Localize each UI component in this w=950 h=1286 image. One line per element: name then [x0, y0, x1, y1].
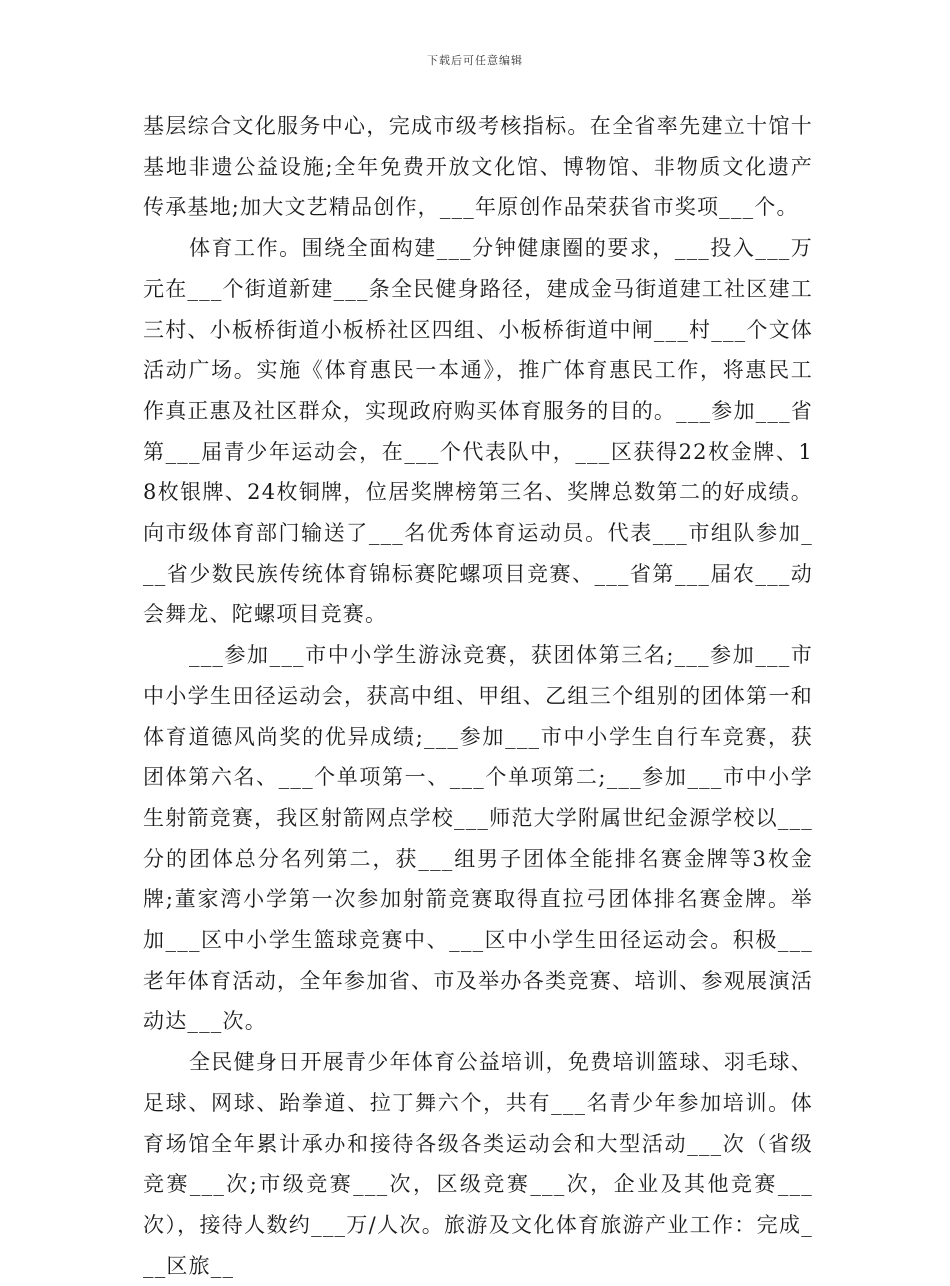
paragraph-cultural-services: 基层综合文化服务中心，完成市级考核指标。在全省率先建立十馆十基地非遗公益设施;全年免费开放文化馆、博物馆、非物质文化遗产传承基地;加大文艺精品创作，___年原创作品荣获省市奖项___个。 — [143, 114, 813, 220]
paragraph-sports-work: 体育工作。围绕全面构建___分钟健康圈的要求，___投入___万元在___个街道新建___条全民健身路径，建成金马街道建工社区建工三村、小板桥街道小板桥社区四组、小板桥街道中闸___村___个文体活动广场。实施《体育惠民一本通》，推广体育惠民工作，将惠民工作真正惠及社区群众，实现政府购买体育服务的目的。___参加___省第___届青少年运动会，在___个代表队中，___区获得22枚金牌、18枚银牌、24枚铜牌，位居奖牌榜第三名、奖牌总数第二的好成绩。向市级体育部门输送了___名优秀体育运动员。代表___市组队参加___省少数民族传统体育锦标赛陀螺项目竞赛、___省第___届农___动会舞龙、陀螺项目竞赛。 — [143, 236, 813, 627]
document-body — [143, 106, 813, 1286]
paragraph-student-competitions: ___参加___市中小学生游泳竞赛，获团体第三名;___参加___市中小学生田径运动会，获高中组、甲组、乙组三个组别的团体第一和体育道德风尚奖的优异成绩;___参加___市中小学生自行车竞赛，获团体第六名、___个单项第一、___个单项第二;___参加___市中小学生射箭竞赛，我区射箭网点学校___师范大学附属世纪金源学校以___分的团体总分名列第二，获___组男子团体全能排名赛金牌等3枚金牌;董家湾小学第一次参加射箭竞赛取得直拉弓团体排名赛金牌。举加___区中小学生篮球竞赛中、___区中小学生田径运动会。积极___老年体育活动，全年参加省、市及举办各类竞赛、培训、参观展演活动达___次。 — [143, 643, 813, 1034]
page-header-note: 下载后可任意编辑 — [427, 54, 523, 67]
paragraph-fitness-day: 全民健身日开展青少年体育公益培训，免费培训篮球、羽毛球、足球、网球、跆拳道、拉丁舞六个，共有___名青少年参加培训。体育场馆全年累计承办和接待各级各类运动会和大型活动___次（省级竞赛___次;市级竞赛___次，区级竞赛___次，企业及其他竞赛___次），接待人数约___万/人次。旅游及文化体育旅游产业工作：完成___区旅__ — [143, 1050, 813, 1278]
